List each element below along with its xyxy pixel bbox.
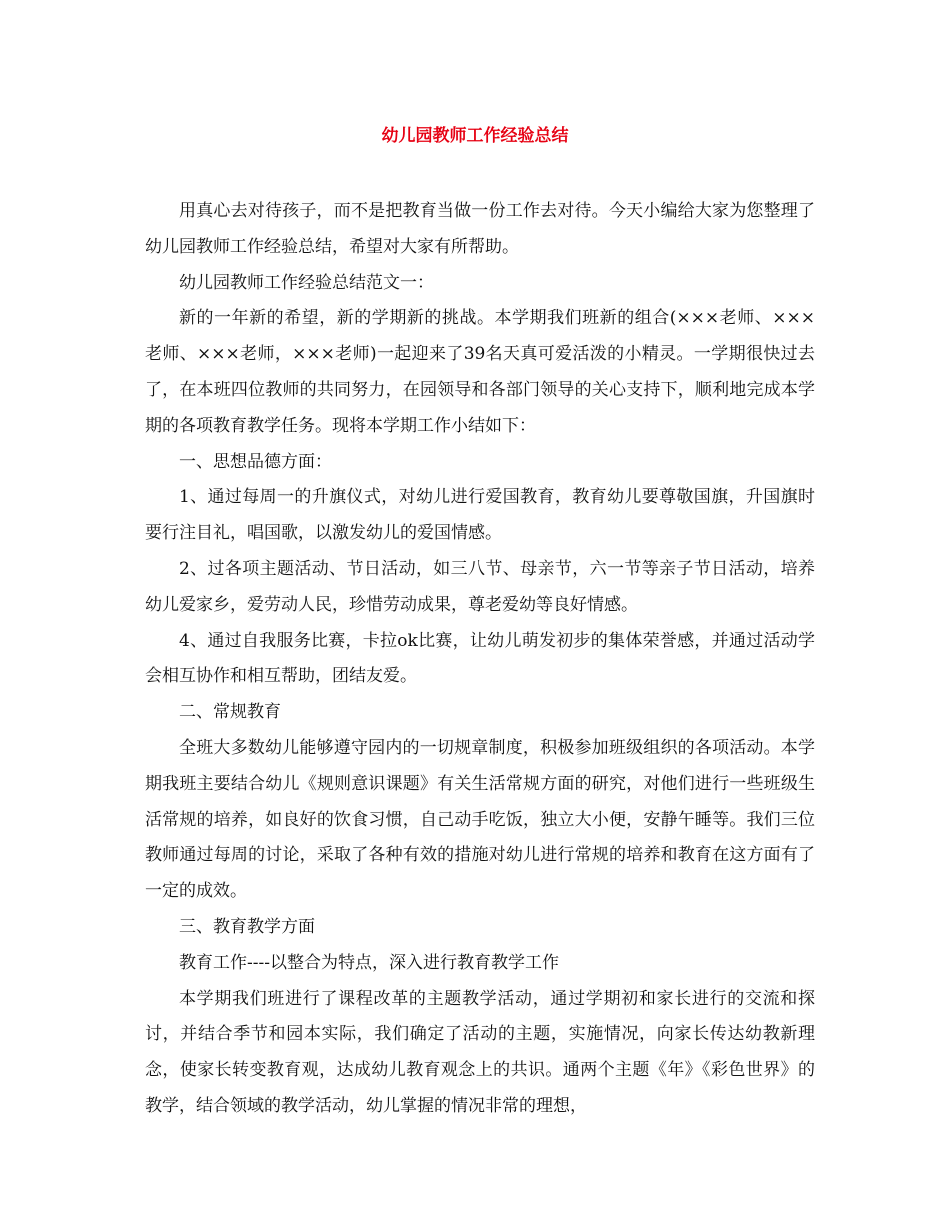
paragraph-teaching-subtitle: 教育工作----以整合为特点，深入进行教育教学工作 [179,952,559,973]
paragraph-item-4: 4、通过自我服务比赛，卡拉ok比赛，让幼儿萌发初步的集体荣誉感，并通过活动学会相互协作和相互帮助，团结友爱。 [145,630,815,687]
paragraph-teaching: 本学期我们班进行了课程改革的主题教学活动，通过学期初和家长进行的交流和探讨，并结合季节和园本实际，我们确定了活动的主题，实施情况，向家长传达幼教新理念，使家长转变教育观，达成幼儿教育观念上的共识。通两个主题《年》《彩色世界》的教学，结合领域的教学活动，幼儿掌握的情况非常的理想， [145,988,815,1116]
section-heading-teaching: 三、教育教学方面 [179,916,315,937]
document-body [145,194,815,1125]
paragraph-item-1: 1、通过每周一的升旗仪式，对幼儿进行爱国教育，教育幼儿要尊敬国旗，升国旗时要行注目礼，唱国歌，以激发幼儿的爱国情感。 [145,487,815,544]
section-heading-moral: 一、思想品德方面： [179,451,332,472]
document-title: 幼儿园教师工作经验总结 [381,126,569,146]
paragraph-routine: 全班大多数幼儿能够遵守园内的一切规章制度，积极参加班级组织的各项活动。本学期我班主要结合幼儿《规则意识课题》有关生活常规方面的研究，对他们进行一些班级生活常规的培养，如良好的饮食习惯，自己动手吃饭，独立大小便，安静午睡等。我们三位教师通过每周的讨论，采取了各种有效的措施对幼儿进行常规的培养和教育在这方面有了一定的成效。 [145,737,815,902]
paragraph-intro: 用真心去对待孩子，而不是把教育当做一份工作去对待。今天小编给大家为您整理了幼儿园教师工作经验总结，希望对大家有所帮助。 [145,201,815,257]
section-heading-routine: 二、常规教育 [179,702,281,723]
paragraph-semester-overview: 新的一年新的希望，新的学期新的挑战。本学期我们班新的组合(×××老师、×××老师、×××老师，×××老师)一起迎来了39名天真可爱活泼的小精灵。一学期很快过去了，在本班四位教师的共同努力，在园领导和各部门领导的关心支持下，顺利地完成本学期的各项教育教学任务。现将本学期工作小结如下： [145,308,815,436]
paragraph-item-2: 2、过各项主题活动、节日活动，如三八节、母亲节，六一节等亲子节日活动，培养幼儿爱家乡，爱劳动人民，珍惜劳动成果，尊老爱幼等良好情感。 [145,558,815,615]
paragraph-sample-heading: 幼儿园教师工作经验总结范文一： [179,272,434,293]
